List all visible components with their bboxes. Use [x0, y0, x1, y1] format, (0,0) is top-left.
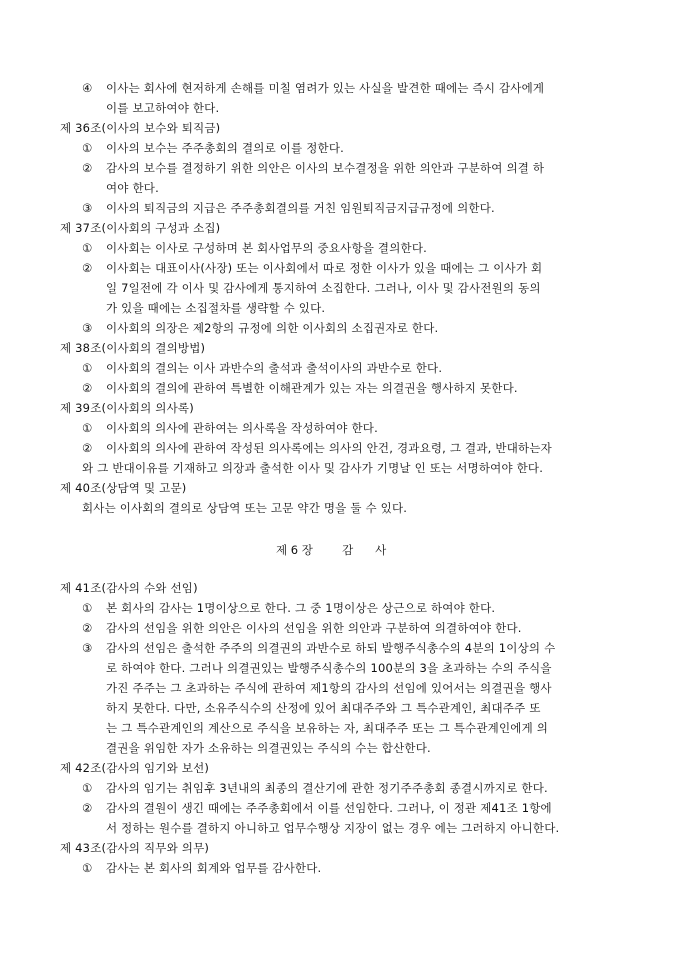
text-line: 와 그 반대이유를 기재하고 의장과 출석한 이사 및 감사가 기명날 인 또는 서명하여야 한다.	[82, 461, 544, 475]
item-number: ①	[82, 141, 93, 155]
text-line: ① 이사회는 이사로 구성하며 본 회사업무의 중요사항을 결의한다.	[106, 238, 427, 258]
text-line: 로 하여야 한다. 그러나 의결권있는 발행주식총수의 100분의 3을 초과하는 수의 주식을	[106, 661, 552, 675]
article-heading: 제 40조(상담역 및 고문)	[60, 481, 187, 495]
item-number: ③	[82, 321, 93, 335]
text-line: ④ 이사는 회사에 현저하게 손해를 미칠 염려가 있는 사실을 발견한 때에는 즉시 감사에게	[106, 78, 544, 98]
text-line: ① 감사의 임기는 취임후 3년내의 최종의 결산기에 관한 정기주주총회 종결시까지로 한다.	[106, 778, 548, 798]
text-line: ③ 이사회의 의장은 제2항의 규정에 의한 이사회의 소집권자로 한다.	[106, 318, 438, 338]
text-line: 는 그 특수관계인의 계산으로 주식을 보유하는 자, 최대주주 또는 그 특수관계인에게 의	[106, 721, 549, 735]
item-number: ①	[82, 861, 93, 875]
item-number: ①	[82, 241, 93, 255]
article-heading: 제 41조(감사의 수와 선임)	[60, 581, 198, 595]
text-line: 결권을 위임한 자가 소유하는 의결권있는 주식의 수는 합산한다.	[106, 741, 431, 755]
item-number: ④	[82, 81, 93, 95]
item-number: ②	[82, 441, 93, 455]
text-line: ① 이사의 보수는 주주총회의 결의로 이를 정한다.	[106, 138, 344, 158]
text-line: ② 감사의 보수를 결정하기 위한 의안은 이사의 보수결정을 위한 의안과 구분하여 의결 하	[106, 158, 544, 178]
item-number: ①	[82, 601, 93, 615]
text-line: 회사는 이사회의 결의로 상담역 또는 고문 약간 명을 둘 수 있다.	[82, 501, 408, 515]
article-heading: 제 36조(이사의 보수와 퇴직금)	[60, 121, 221, 135]
item-number: ②	[82, 801, 93, 815]
article-heading: 제 39조(이사회의 의사록)	[60, 401, 194, 415]
text-line: ③ 감사의 선임은 출석한 주주의 의결권의 과반수로 하되 발행주식총수의 4분의 1이상의 수	[106, 638, 555, 658]
item-number: ①	[82, 361, 93, 375]
text-line: 서 정하는 원수를 결하지 아니하고 업무수행상 지장이 없는 경우 에는 그러하지 아니한다.	[106, 821, 560, 835]
item-number: ①	[82, 781, 93, 795]
text-line: 이를 보고하여야 한다.	[106, 101, 220, 115]
item-number: ①	[82, 421, 93, 435]
item-number: ③	[82, 641, 93, 655]
item-number: ③	[82, 201, 93, 215]
text-line: ① 감사는 본 회사의 회계와 업무를 감사한다.	[106, 858, 321, 878]
text-line: 가 있을 때에는 소집절차를 생략할 수 있다.	[106, 301, 326, 315]
text-line: ② 이사회는 대표이사(사장) 또는 이사회에서 따로 정한 이사가 있을 때에는 그 이사가 회	[106, 258, 542, 278]
article-heading: 제 37조(이사회의 구성과 소집)	[60, 221, 221, 235]
text-line: 가진 주주는 그 초과하는 주식에 관하여 제1항의 감사의 선임에 있어서는 의결권을 행사	[106, 681, 552, 695]
item-number: ②	[82, 381, 93, 395]
text-line: ② 이사회의 결의에 관하여 특별한 이해관계가 있는 자는 의결권을 행사하지 못한다.	[106, 378, 518, 398]
text-line: 여야 한다.	[106, 181, 159, 195]
item-number: ②	[82, 161, 93, 175]
text-line: ② 감사의 선임을 위한 의안은 이사의 선임을 위한 의안과 구분하여 의결하여야 한다.	[106, 618, 522, 638]
text-line: 하지 못한다. 다만, 소유주식수의 산정에 있어 최대주주와 그 특수관계인, 최대주주 또	[106, 701, 541, 715]
text-line: ① 본 회사의 감사는 1명이상으로 한다. 그 중 1명이상은 상근으로 하여야 한다.	[106, 598, 495, 618]
text-line: ① 이사회의 의사에 관하여는 의사록을 작성하여야 한다.	[106, 418, 378, 438]
text-line: ② 감사의 결원이 생긴 때에는 주주총회에서 이를 선임한다. 그러나, 이 정관 제41조 1항에	[106, 798, 552, 818]
text-line: ③ 이사의 퇴직금의 지급은 주주총회결의를 거친 임원퇴직금지급규정에 의한다.	[106, 198, 495, 218]
article-heading: 제 38조(이사회의 결의방법)	[60, 341, 206, 355]
article-heading: 제 42조(감사의 임기와 보선)	[60, 761, 210, 775]
article-heading: 제 43조(감사의 직무와 의무)	[60, 841, 210, 855]
text-line: 일 7일전에 각 이사 및 감사에게 통지하여 소집한다. 그러나, 이사 및 감사전원의 동의	[106, 281, 541, 295]
text-line: ① 이사회의 결의는 이사 과반수의 출석과 출석이사의 과반수로 한다.	[106, 358, 442, 378]
item-number: ②	[82, 261, 93, 275]
text-line: ② 이사회의 의사에 관하여 작성된 의사록에는 의사의 안건, 경과요령, 그 결과, 반대하는자	[106, 438, 552, 458]
item-number: ②	[82, 621, 93, 635]
chapter-heading: 제 6 장 감 사	[276, 543, 387, 557]
